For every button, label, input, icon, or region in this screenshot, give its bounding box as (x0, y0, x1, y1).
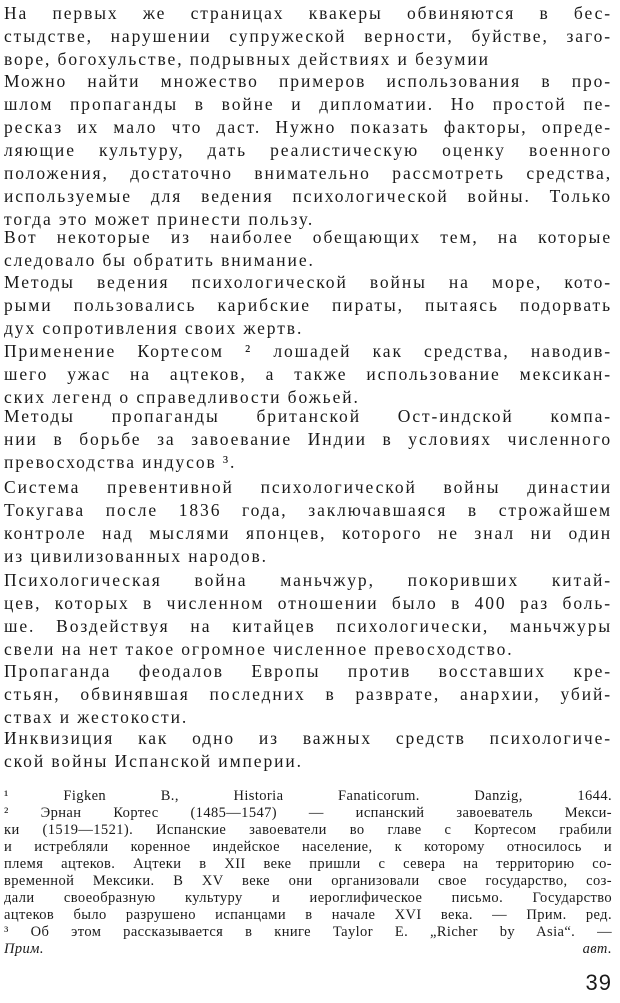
text-line: следовало бы обратить внимание. (4, 250, 315, 270)
paragraph-6 (4, 405, 612, 474)
paragraph-8 (4, 569, 612, 661)
footnote-line: и истребляли коренное индейское население, к которому относилось и (4, 839, 612, 855)
text-line: Методы ведения психологической войны на море, кото- (4, 272, 612, 292)
text-line: ствах и жестокости. (4, 707, 189, 727)
text-line: контроле над мыслями японцев, которого не знал ни один (4, 523, 612, 543)
text-line: ресказ их мало что даст. Нужно показать факторы, опреде- (4, 117, 612, 137)
paragraph-3 (4, 226, 612, 272)
paragraph-10 (4, 727, 612, 773)
footnote-line: ки (1519—1521). Испанские завоеватели во главе с Кортесом грабили (4, 822, 612, 838)
text-line: рыми пользовались карибские пираты, пытаясь подорвать (4, 295, 612, 315)
text-line: ляющие культуру, дать реалистическую оценку военного (4, 140, 612, 160)
text-line: Можно найти множество примеров использования в про- (4, 71, 612, 91)
text-line: Пропаганда феодалов Европы против восставших кре- (4, 661, 612, 681)
text-line: Вот некоторые из наиболее обещающих тем, на которые (4, 227, 612, 247)
text-line: На первых же страницах квакеры обвиняются в бес- (4, 3, 612, 23)
text-line: превосходства индусов ³. (4, 452, 237, 472)
text-line: Применение Кортесом ² лошадей как средства, наводив- (4, 341, 612, 361)
text-line: из цивилизованных народов. (4, 546, 268, 566)
paragraph-5 (4, 340, 612, 409)
text-line: тогда это может принести пользу. (4, 209, 315, 229)
text-line: цев, которых в численном отношении было в 400 раз боль- (4, 593, 612, 613)
text-line: Инквизиция как одно из важных средств психологиче- (4, 728, 612, 748)
text-line: свели на нет такое огромное численное превосходство. (4, 639, 514, 659)
text-line: ше. Воздействуя на китайцев психологически, маньчжуры (4, 616, 612, 636)
paragraph-4 (4, 271, 612, 340)
text-line: ской войны Испанской империи. (4, 751, 303, 771)
footnote-line: временной Мексики. В XV веке они организовали свое государство, соз- (4, 873, 612, 889)
footnote-line: дали своеобразную культуру и иероглифическое письмо. Государство (4, 890, 612, 906)
text-line: шего ужас на ацтеков, а также использование мексикан- (4, 364, 612, 384)
text-line: стьян, обвинявшая последних в разврате, анархии, убий- (4, 684, 612, 704)
footnote-line: племя ацтеков. Ацтеки в XII веке пришли с севера на территорию со- (4, 856, 612, 872)
footnote-line: ² Эрнан Кортес (1485—1547) — испанский завоеватель Мекси- (4, 805, 612, 821)
text-line: используемые для ведения психологической войны. Только (4, 186, 612, 206)
text-line: Методы пропаганды британской Ост-индской компа- (4, 406, 612, 426)
text-line: дух сопротивления своих жертв. (4, 318, 304, 338)
text-line: нии в борьбе за завоевание Индии в условиях численного (4, 429, 612, 449)
footnote-line: Прим. авт. (4, 941, 612, 957)
text-line: Токугава после 1836 года, заключавшаяся в строжайшем (4, 500, 612, 520)
text-line: Психологическая война маньчжур, покоривших китай- (4, 570, 612, 590)
paragraph-2 (4, 70, 612, 231)
footnote-line: ¹ Figken B., Historia Fanaticorum. Danzig, 1644. (4, 788, 612, 804)
text-line: ских легенд о справедливости божьей. (4, 387, 360, 407)
paragraph-9 (4, 660, 612, 729)
footnote-line: ³ Об этом рассказывается в книге Taylor E. „Richer by Asia“. — (4, 924, 612, 940)
footnotes (4, 788, 612, 958)
text-line: воре, богохульстве, подрывных действиях и безумии (4, 49, 490, 69)
text-line: Система превентивной психологической войны династии (4, 477, 612, 497)
paragraph-7 (4, 476, 612, 568)
footnote-line: ацтеков было разрушено испанцами в начале XVI века. — Прим. ред. (4, 907, 612, 923)
text-line: стыдстве, нарушении супружеской верности, буйстве, заго- (4, 26, 612, 46)
text-line: шлом пропаганды в войне и дипломатии. Но простой пе- (4, 94, 612, 114)
text-line: положения, достаточно внимательно рассмотреть средства, (4, 163, 612, 183)
paragraph-1 (4, 2, 612, 71)
page-number: 39 (585, 970, 612, 995)
